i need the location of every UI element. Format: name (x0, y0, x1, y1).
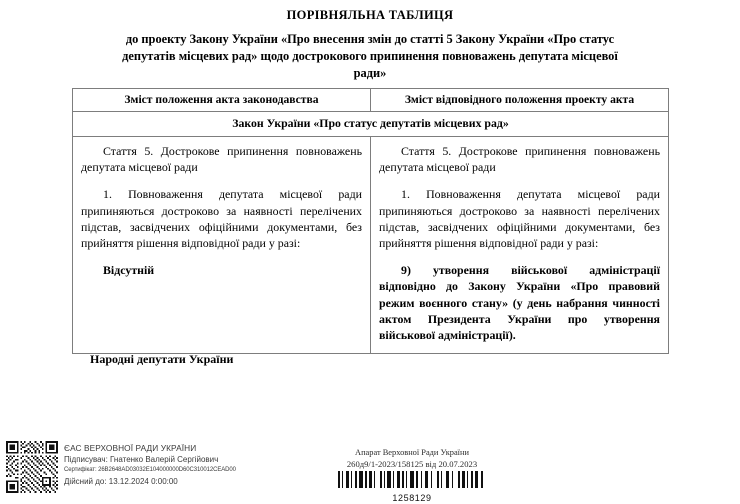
table-content-row (73, 137, 669, 354)
apparatus-organization: Апарат Верховної Ради України (355, 448, 469, 457)
page-title: ПОРІВНЯЛЬНА ТАБЛИЦЯ (286, 8, 454, 22)
proposed-new-clause-9: 9) утворення військової адміністрації відповідно до Закону України «Про правовий режим воєнного стану» (у день набрання чинності актом Президента України про утворення військової адміністрації). (379, 263, 660, 343)
comparison-table (72, 88, 669, 354)
proposed-act-cell (371, 137, 669, 354)
proposed-article-heading: Стаття 5. Дострокове припинення повноважень депутата місцевої ради (379, 144, 660, 175)
apparatus-reference-number: 260д9/1-2023/158125 від 20.07.2023 (346, 459, 478, 469)
signature-certificate: Сертифікат: 26B2648AD03032E104000000D60C310012CEAD00 (64, 467, 236, 473)
signers-label: Народні депутати України (90, 352, 234, 366)
current-clause-1: 1. Повноваження депутата місцевої ради припиняються достроково за наявності перелічених підстав, засвідчених офіційними документами, без прийняття рішення відповідної ради у разі: (81, 187, 362, 251)
law-title-cell: Закон України «Про статус депутатів місцевих рад» (73, 112, 669, 137)
current-article-heading: Стаття 5. Дострокове припинення повноважень депутата місцевої ради (81, 144, 362, 175)
proposed-clause-1: 1. Повноваження депутата місцевої ради припиняються достроково за наявності перелічених підстав, засвідчених офіційними документами, без прийняття рішення відповідної ради у разі: (379, 187, 660, 251)
electronic-signature-stamp (6, 441, 296, 499)
apparatus-registration-stamp (272, 447, 552, 504)
barcode-icon (336, 471, 488, 488)
signature-organization: ЄАС ВЕРХОВНОЇ РАДИ УКРАЇНИ (64, 443, 197, 453)
column-header-current-law: Зміст положення акта законодавства (73, 89, 371, 112)
signature-valid-until: Дійсний до: 13.12.2024 0:00:00 (64, 477, 178, 486)
table-header-row (73, 89, 669, 112)
table-law-title-row (73, 112, 669, 137)
signature-details (64, 443, 296, 487)
signature-signer: Підписувач: Гнатенко Валерій Сергійович (64, 455, 219, 464)
qr-code-icon (6, 441, 58, 493)
document-subtitle: до проекту Закону України «Про внесення змін до статті 5 Закону України «Про статус депутатів місцевих рад» щодо дострокового припинення повноважень депутата місцевої ради» (122, 32, 618, 80)
current-absent-note: Відсутній (103, 263, 155, 278)
column-header-proposed-act: Зміст відповідного положення проекту акта (371, 89, 669, 112)
current-law-cell (73, 137, 371, 354)
barcode-number: 1258129 (392, 493, 432, 503)
